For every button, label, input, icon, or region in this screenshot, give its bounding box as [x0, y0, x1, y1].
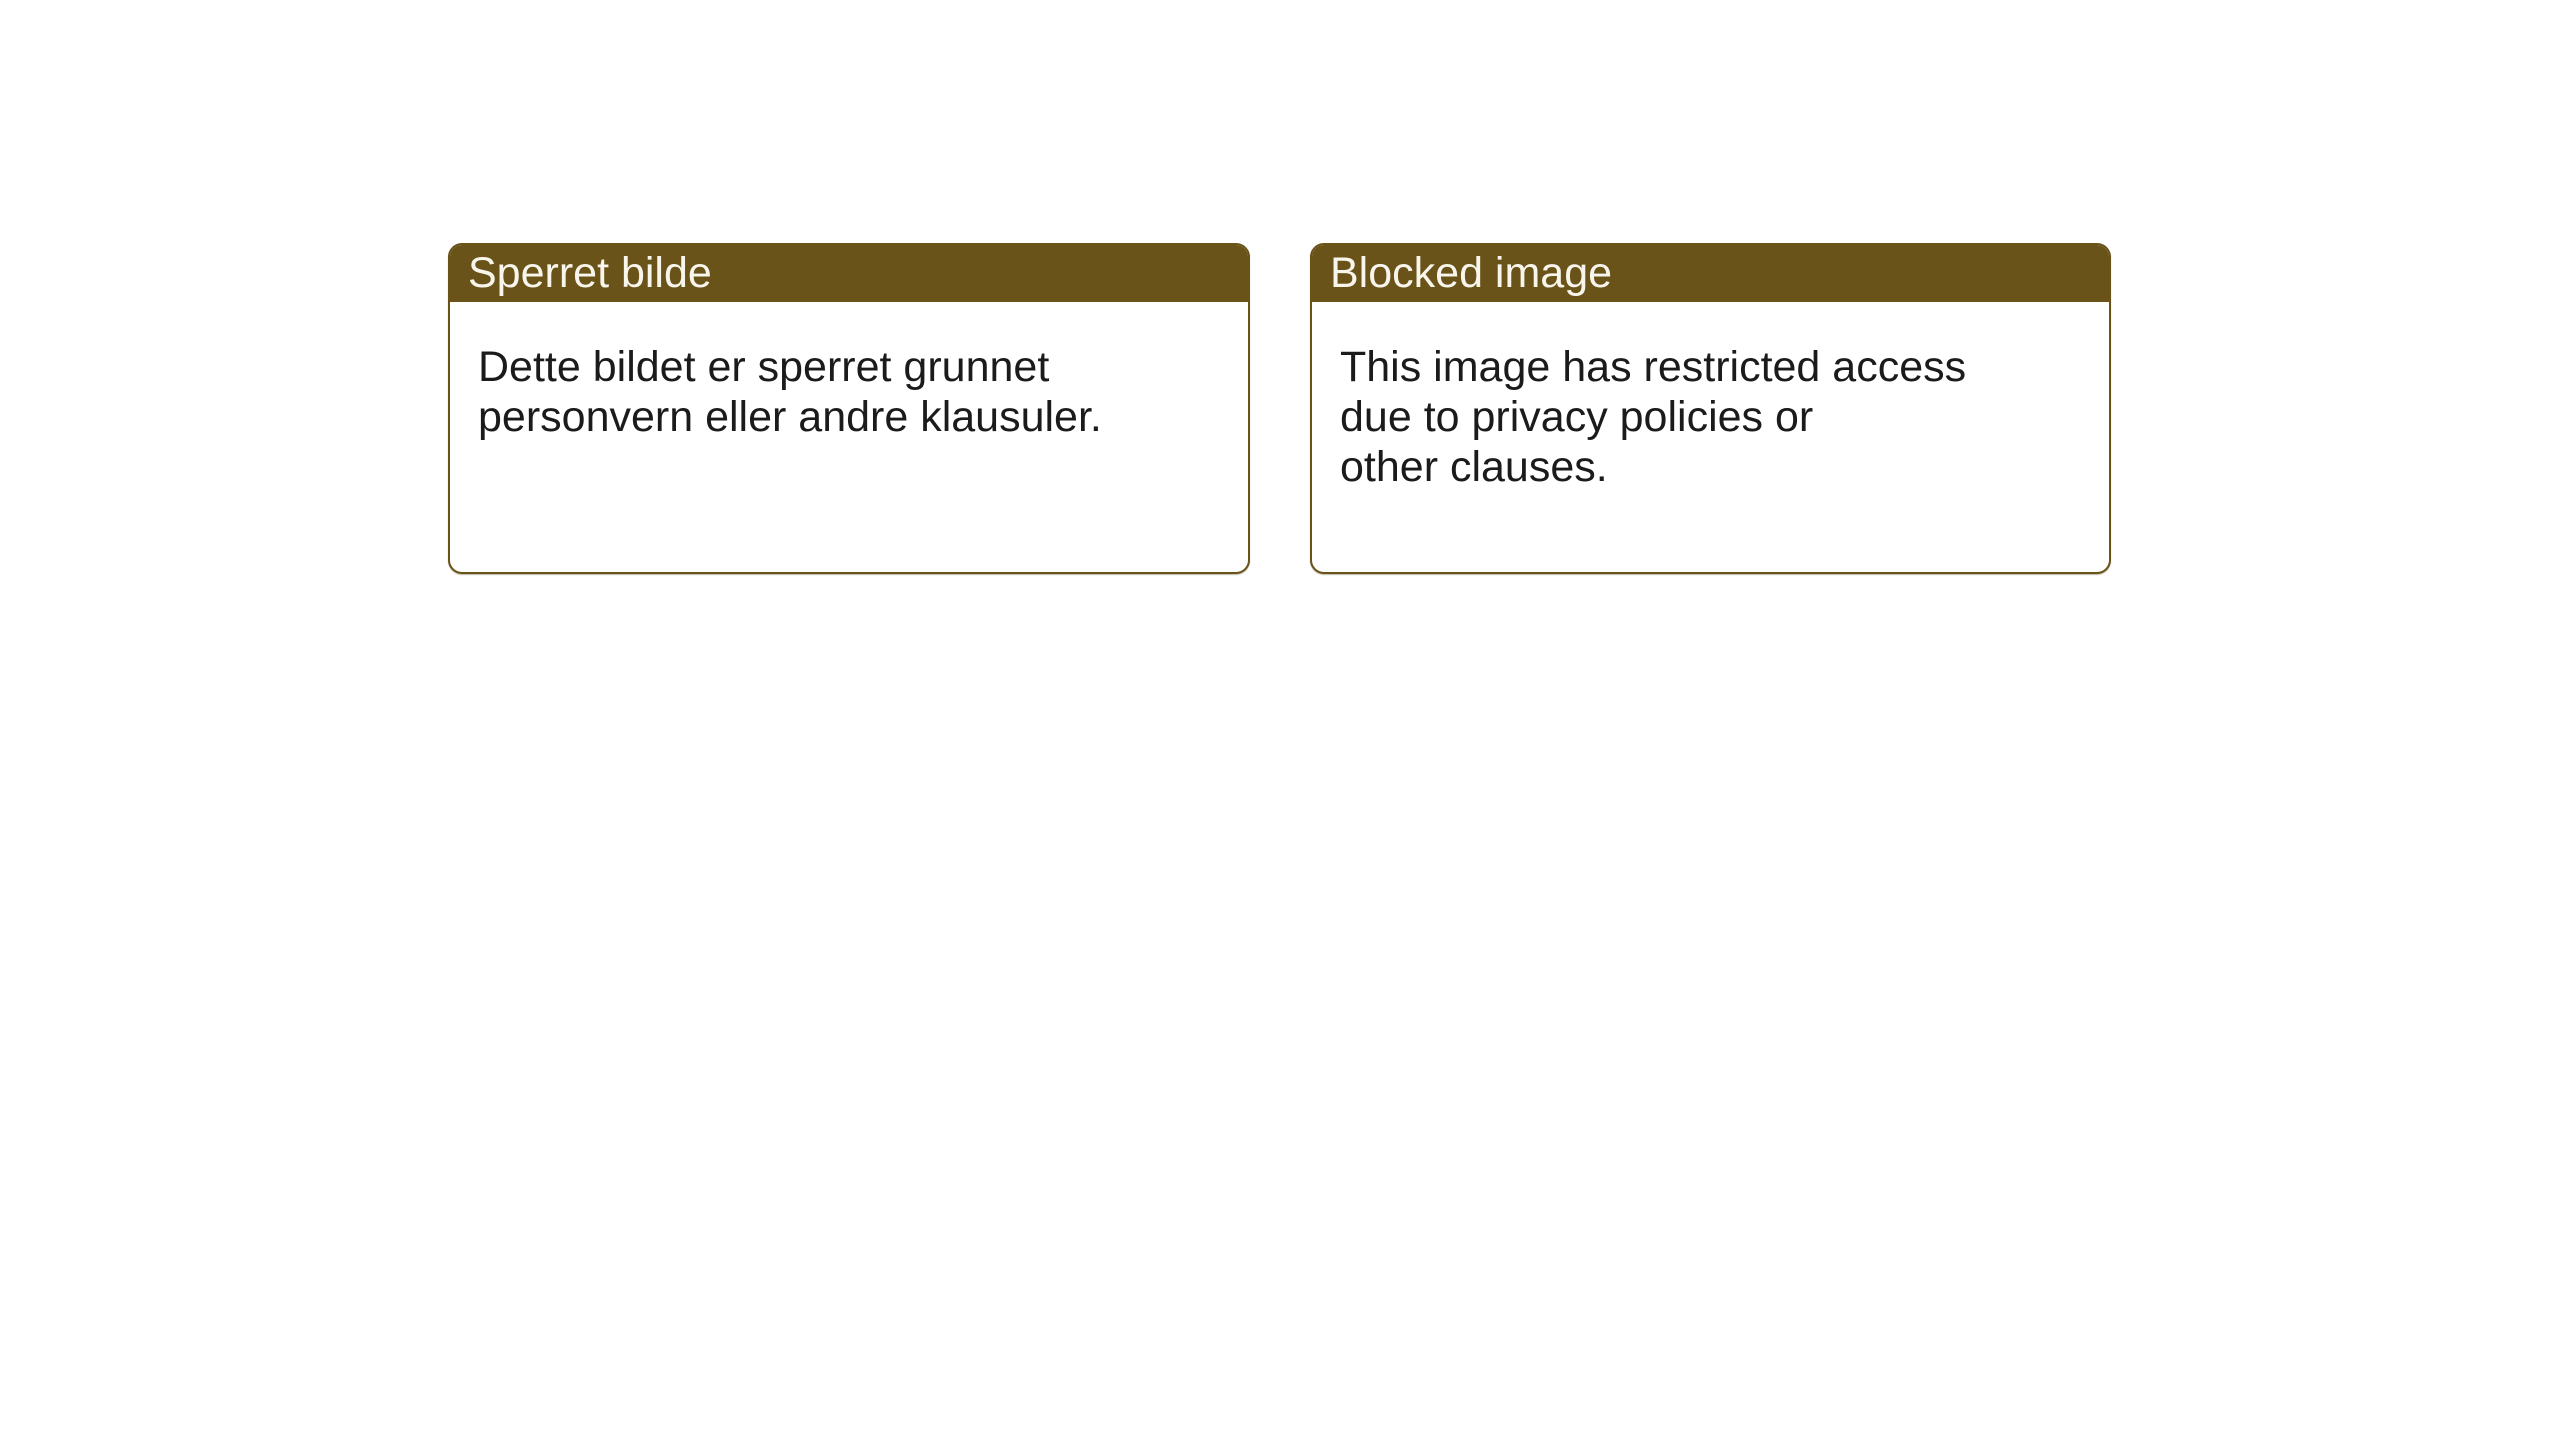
- card-header: [1311, 244, 2110, 302]
- card-body: [450, 302, 1248, 442]
- card-header: [449, 244, 1249, 302]
- blocked-image-card-norwegian: [448, 243, 1250, 574]
- blocked-image-card-english: [1310, 243, 2111, 574]
- body-text-line: Dette bildet er sperret grunnet: [478, 343, 1050, 391]
- body-text-line: other clauses.: [1340, 443, 1608, 491]
- body-text-line: This image has restricted access: [1340, 343, 1967, 391]
- card-title: Blocked image: [1330, 249, 1613, 297]
- body-text-line: personvern eller andre klausuler.: [478, 393, 1102, 441]
- card-body: [1312, 302, 2109, 492]
- card-title: Sperret bilde: [468, 249, 712, 297]
- body-text-line: due to privacy policies or: [1340, 393, 1814, 441]
